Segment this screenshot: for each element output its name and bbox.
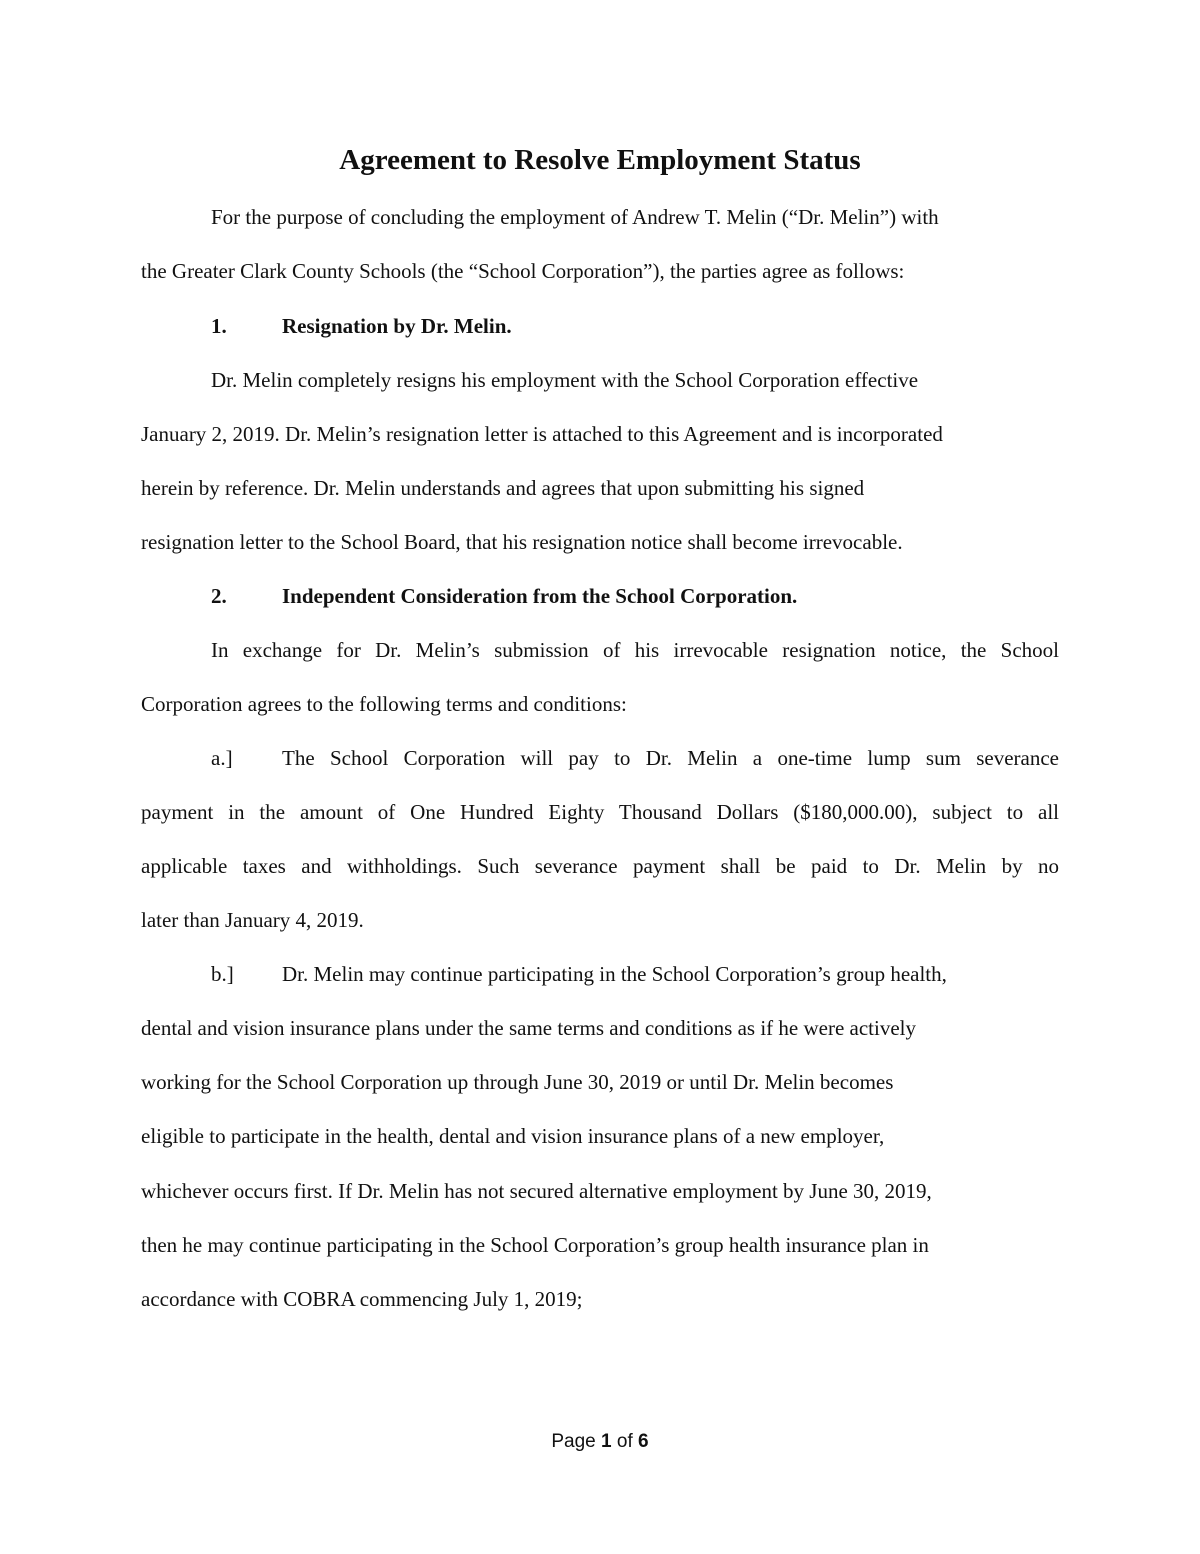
page-number-footer (0, 1429, 1200, 1455)
item-a-line-3: applicable taxes and withholdings. Such severance payment shall be paid to Dr. Melin by no (141, 854, 1059, 878)
item-b-line-6: then he may continue participating in the School Corporation’s group health insurance plan in (141, 1233, 929, 1257)
item-a-line-2: payment in the amount of One Hundred Eighty Thousand Dollars ($180,000.00), subject to all (141, 800, 1059, 824)
section-1-line-4: resignation letter to the School Board, that his resignation notice shall become irrevocable. (141, 530, 903, 554)
item-b-line-5: whichever occurs first. If Dr. Melin has not secured alternative employment by June 30, 2019, (141, 1179, 932, 1203)
current-page-number: 1 (601, 1431, 612, 1452)
section-2-line-1: In exchange for Dr. Melin’s submission of his irrevocable resignation notice, the School (211, 638, 1059, 662)
section-2-number: 2. (211, 584, 227, 608)
item-a-label: a.] (211, 746, 233, 770)
item-b-line-3: working for the School Corporation up through June 30, 2019 or until Dr. Melin becomes (141, 1070, 894, 1094)
document-title: Agreement to Resolve Employment Status (339, 144, 861, 176)
section-1-title: Resignation by Dr. Melin. (282, 314, 512, 338)
item-b-line-7: accordance with COBRA commencing July 1, 2019; (141, 1287, 583, 1311)
item-b-first-text: Dr. Melin may continue participating in the School Corporation’s group health, (282, 962, 947, 986)
item-b-first-line (211, 959, 947, 989)
section-1-heading (211, 311, 512, 341)
section-1-line-2: January 2, 2019. Dr. Melin’s resignation letter is attached to this Agreement and is incorporated (141, 422, 943, 446)
intro-line-1: For the purpose of concluding the employment of Andrew T. Melin (“Dr. Melin”) with (211, 205, 939, 229)
section-2-line-2: Corporation agrees to the following terms and conditions: (141, 692, 627, 716)
section-1-number: 1. (211, 314, 227, 338)
item-b-label: b.] (211, 962, 234, 986)
intro-line-2: the Greater Clark County Schools (the “School Corporation”), the parties agree as follows: (141, 259, 905, 283)
section-1-line-3: herein by reference. Dr. Melin understands and agrees that upon submitting his signed (141, 476, 865, 500)
section-2-title: Independent Consideration from the School Corporation. (282, 584, 798, 608)
item-a-first-line (211, 743, 1059, 773)
item-a-first-text: The School Corporation will pay to Dr. Melin a one-time lump sum severance (282, 746, 1059, 770)
total-page-count: 6 (638, 1431, 649, 1452)
page-word: Page (551, 1431, 596, 1452)
item-b-line-2: dental and vision insurance plans under the same terms and conditions as if he were actively (141, 1016, 917, 1040)
section-2-heading (211, 581, 797, 611)
item-b-line-4: eligible to participate in the health, dental and vision insurance plans of a new employer, (141, 1124, 885, 1148)
section-1-line-1: Dr. Melin completely resigns his employment with the School Corporation effective (211, 368, 919, 392)
item-a-line-4: later than January 4, 2019. (141, 908, 364, 932)
of-word: of (616, 1431, 633, 1452)
